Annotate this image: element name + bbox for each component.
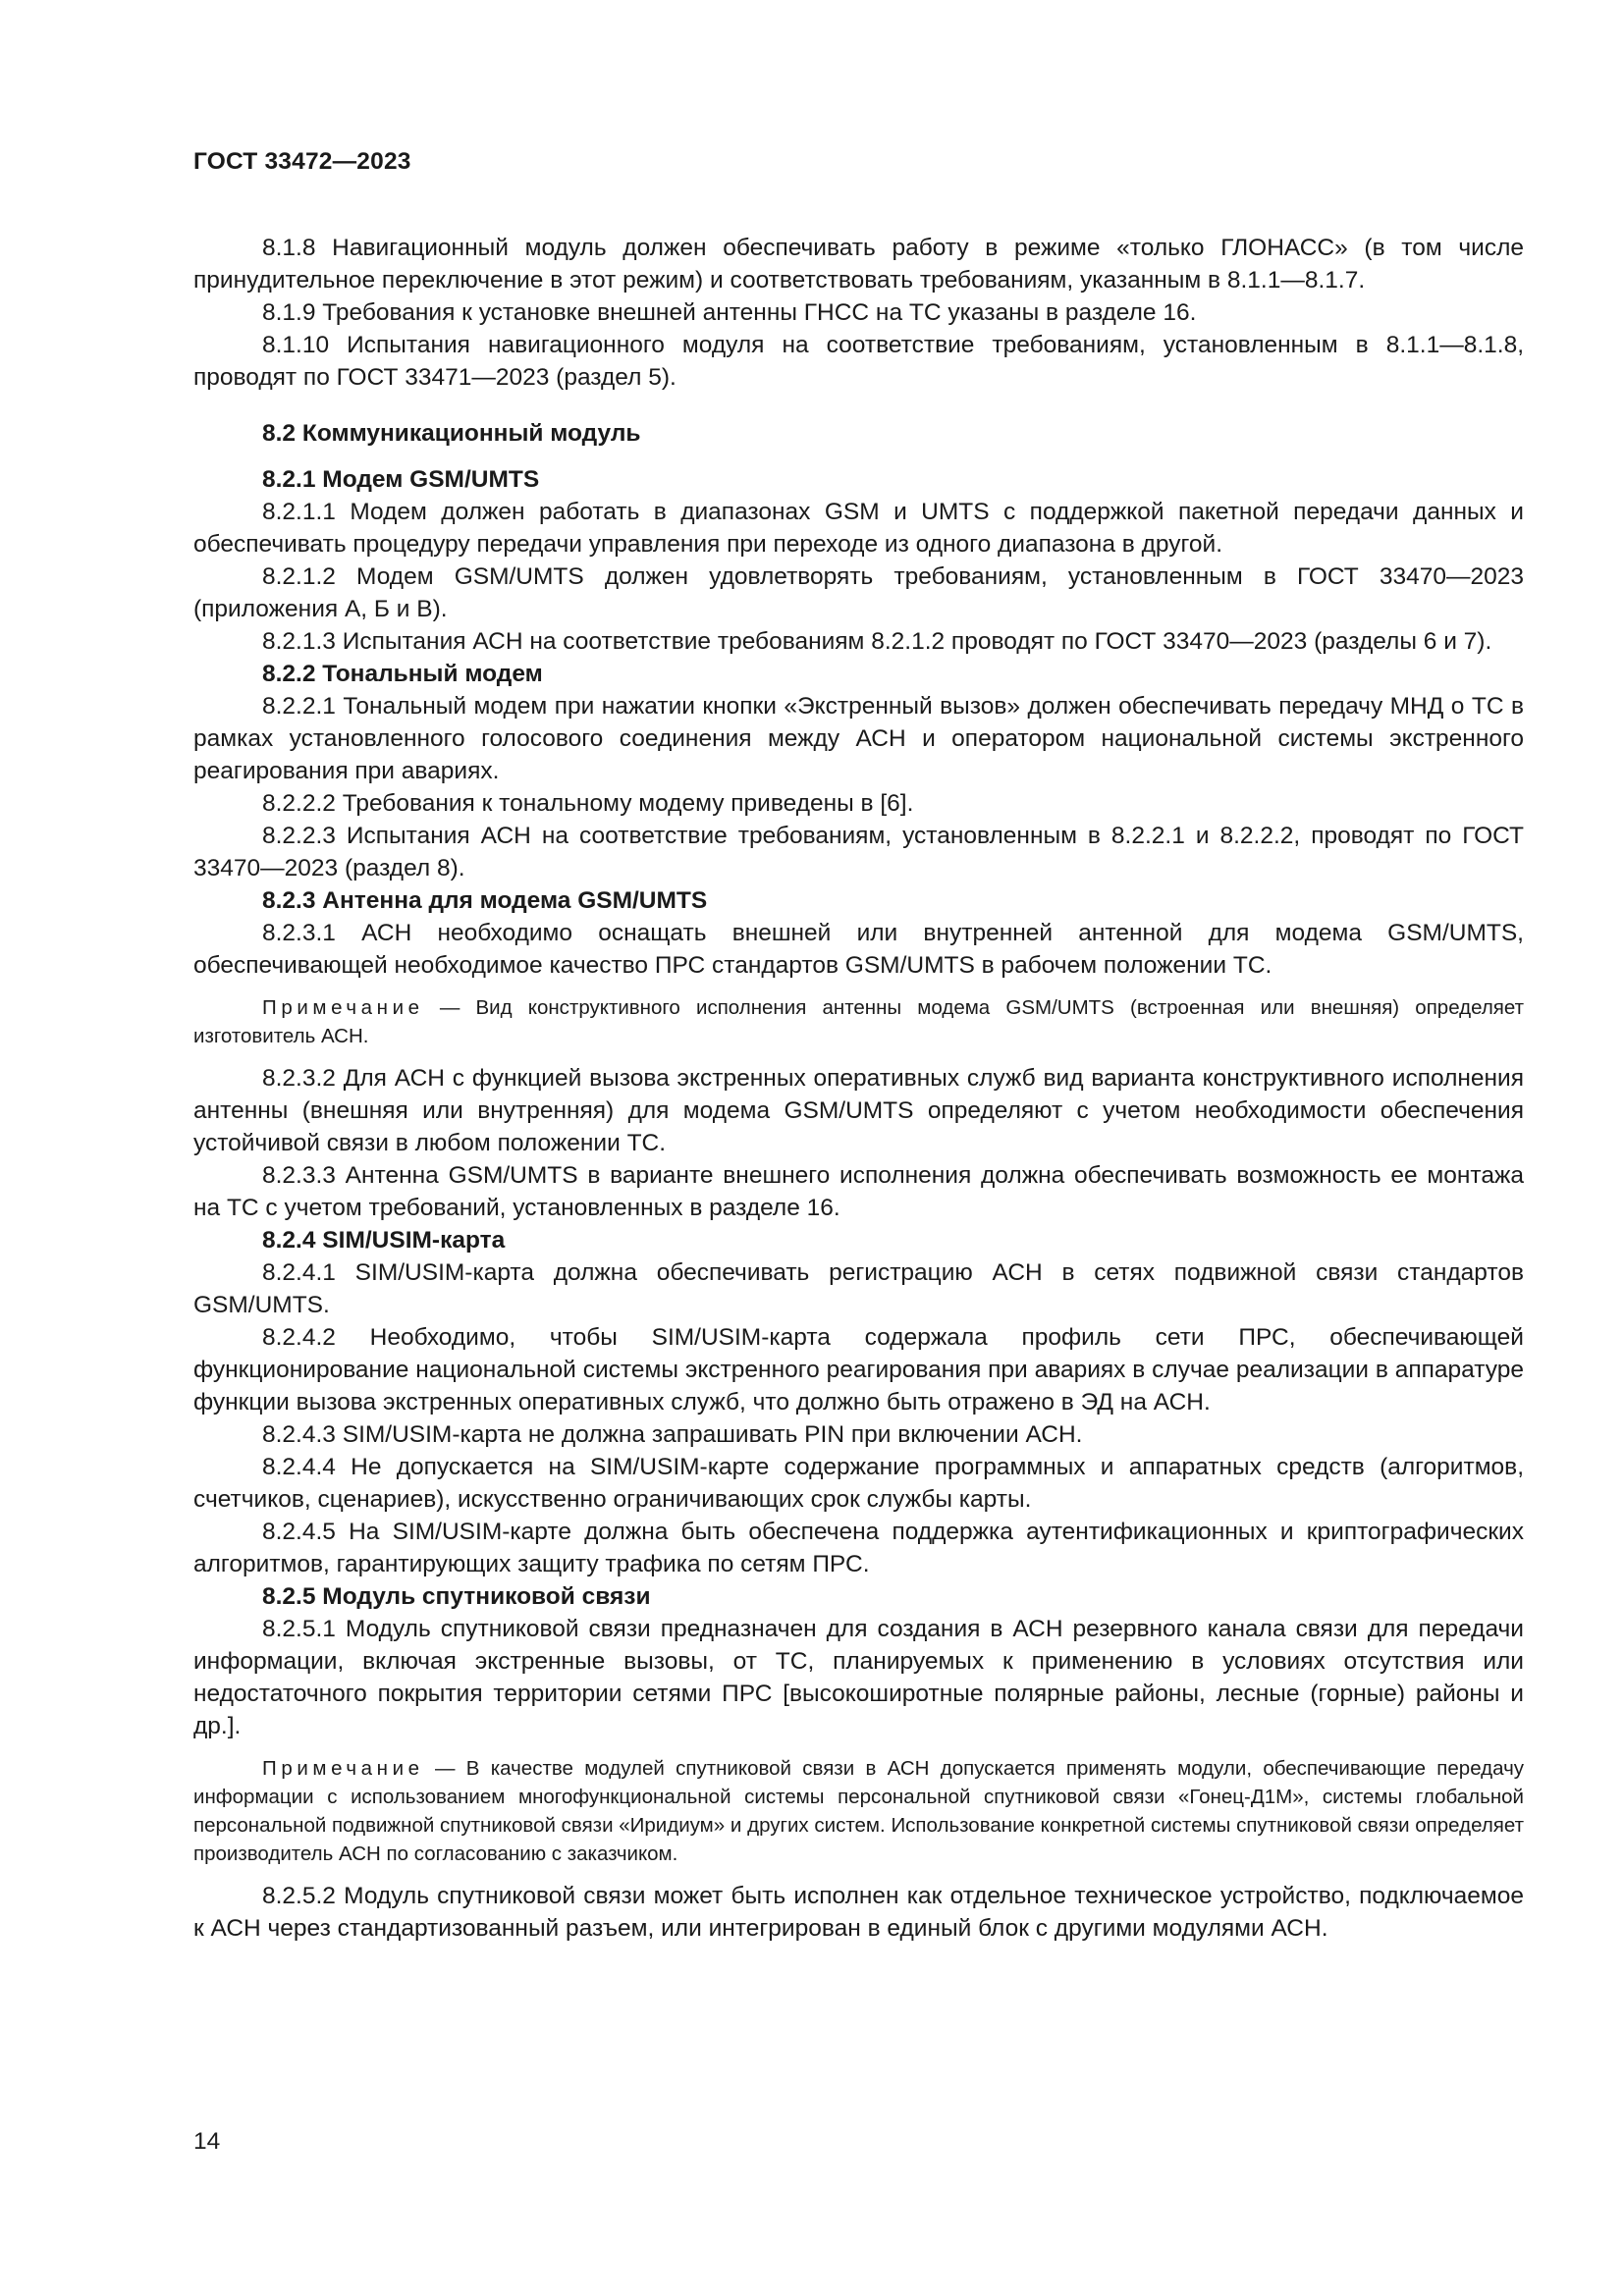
paragraph-8-2-1-3: 8.2.1.3 Испытания АСН на соответствие требованиям 8.2.1.2 проводят по ГОСТ 33470—2023 (разделы 6 и 7). [262, 628, 1492, 655]
paragraph-8-2-5-1: 8.2.5.1 Модуль спутниковой связи предназначен для создания в АСН резервного канала связи для передачи информации, включая экстренные вызовы, от ТС, планируемых к применению в условиях отсутствия или недостаточного покрытия территории сетями ПРС [высокоширотные полярные районы, лесные (горные) районы и др.]. [193, 1616, 1524, 1739]
paragraph-8-2-4-1: 8.2.4.1 SIM/USIM-карта должна обеспечивать регистрацию АСН в сетях подвижной связи стандартов GSM/UMTS. [193, 1259, 1524, 1318]
note-text: — В качестве модулей спутниковой связи в АСН допускается применять модули, обеспечивающие передачу информации с использованием многофункциональной системы персональной спутниковой связи «Гонец-Д1М», системы глобальной персональной подвижной спутниковой связи «Иридиум» и других систем. Использование конкретной системы спутниковой связи определяет производитель АСН по согласованию с заказчиком. [193, 1757, 1524, 1865]
subsection-heading-8-2-2: 8.2.2 Тональный модем [262, 661, 543, 687]
note-text: — Вид конструктивного исполнения антенны модема GSM/UMTS (встроенная или внешняя) определяет изготовитель АСН. [193, 996, 1524, 1047]
paragraph-8-2-4-4: 8.2.4.4 Не допускается на SIM/USIM-карте содержание программных и аппаратных средств (алгоритмов, счетчиков, сценариев), искусственно ограничивающих срок службы карты. [193, 1454, 1524, 1513]
subsection-heading-8-2-3: 8.2.3 Антенна для модема GSM/UMTS [262, 887, 708, 914]
paragraph-8-2-2-1: 8.2.2.1 Тональный модем при нажатии кнопки «Экстренный вызов» должен обеспечивать передачу МНД о ТС в рамках установленного голосового соединения между АСН и оператором национальной системы экстренного реагирования при авариях. [193, 693, 1524, 784]
paragraph-8-2-2-2: 8.2.2.2 Требования к тональному модему приведены в [6]. [262, 790, 914, 817]
paragraph-8-2-3-3: 8.2.3.3 Антенна GSM/UMTS в варианте внешнего исполнения должна обеспечивать возможность ее монтажа на ТС с учетом требований, установленных в разделе 16. [193, 1162, 1524, 1221]
note-label: Примечание [262, 996, 424, 1019]
paragraph-8-1-10: 8.1.10 Испытания навигационного модуля на соответствие требованиям, установленным в 8.1.1—8.1.8, проводят по ГОСТ 33471—2023 (раздел 5). [193, 332, 1524, 391]
paragraph-8-2-4-2: 8.2.4.2 Необходимо, чтобы SIM/USIM-карта содержала профиль сети ПРС, обеспечивающей функционирование национальной системы экстренного реагирования при авариях в случае реализации в аппаратуре функции вызова экстренных оперативных служб, что должно быть отражено в ЭД на АСН. [193, 1324, 1524, 1415]
page-number: 14 [193, 2128, 221, 2155]
paragraph-8-1-9: 8.1.9 Требования к установке внешней антенны ГНСС на ТС указаны в разделе 16. [262, 299, 1197, 326]
paragraph-8-2-2-3: 8.2.2.3 Испытания АСН на соответствие требованиям, установленным в 8.2.2.1 и 8.2.2.2, проводят по ГОСТ 33470—2023 (раздел 8). [193, 823, 1524, 881]
paragraph-8-1-8: 8.1.8 Навигационный модуль должен обеспечивать работу в режиме «только ГЛОНАСС» (в том числе принудительное переключение в этот режим) и соответствовать требованиям, указанным в 8.1.1—8.1.7. [193, 235, 1524, 294]
paragraph-8-2-4-5: 8.2.4.5 На SIM/USIM-карте должна быть обеспечена поддержка аутентификационных и криптографических алгоритмов, гарантирующих защиту трафика по сетям ПРС. [193, 1519, 1524, 1577]
document-id: ГОСТ 33472—2023 [193, 148, 411, 175]
section-heading-8-2: 8.2 Коммуникационный модуль [262, 420, 641, 447]
note-label: Примечание [262, 1757, 424, 1780]
paragraph-8-2-1-2: 8.2.1.2 Модем GSM/UMTS должен удовлетворять требованиям, установленным в ГОСТ 33470—2023 (приложения А, Б и В). [193, 563, 1524, 622]
note-satellite [193, 1754, 1524, 1868]
subsection-heading-8-2-5: 8.2.5 Модуль спутниковой связи [262, 1583, 651, 1610]
paragraph-8-2-5-2: 8.2.5.2 Модуль спутниковой связи может быть исполнен как отдельное техническое устройство, подключаемое к АСН через стандартизованный разъем, или интегрирован в единый блок с другими модулями АСН. [193, 1883, 1524, 1942]
paragraph-8-2-1-1: 8.2.1.1 Модем должен работать в диапазонах GSM и UMTS с поддержкой пакетной передачи данных и обеспечивать процедуру передачи управления при переходе из одного диапазона в другой. [193, 499, 1524, 558]
note-antenna [193, 993, 1524, 1050]
subsection-heading-8-2-1: 8.2.1 Модем GSM/UMTS [262, 466, 540, 493]
paragraph-8-2-3-1: 8.2.3.1 АСН необходимо оснащать внешней или внутренней антенной для модема GSM/UMTS, обеспечивающей необходимое качество ПРС стандартов GSM/UMTS в рабочем положении ТС. [193, 920, 1524, 979]
paragraph-8-2-3-2: 8.2.3.2 Для АСН с функцией вызова экстренных оперативных служб вид варианта конструктивного исполнения антенны (внешняя или внутренняя) для модема GSM/UMTS определяют с учетом необходимости обеспечения устойчивой связи в любом положении ТС. [193, 1065, 1524, 1156]
subsection-heading-8-2-4: 8.2.4 SIM/USIM-карта [262, 1227, 506, 1254]
document-page [193, 147, 1524, 1945]
paragraph-8-2-4-3: 8.2.4.3 SIM/USIM-карта не должна запрашивать PIN при включении АСН. [262, 1421, 1083, 1448]
